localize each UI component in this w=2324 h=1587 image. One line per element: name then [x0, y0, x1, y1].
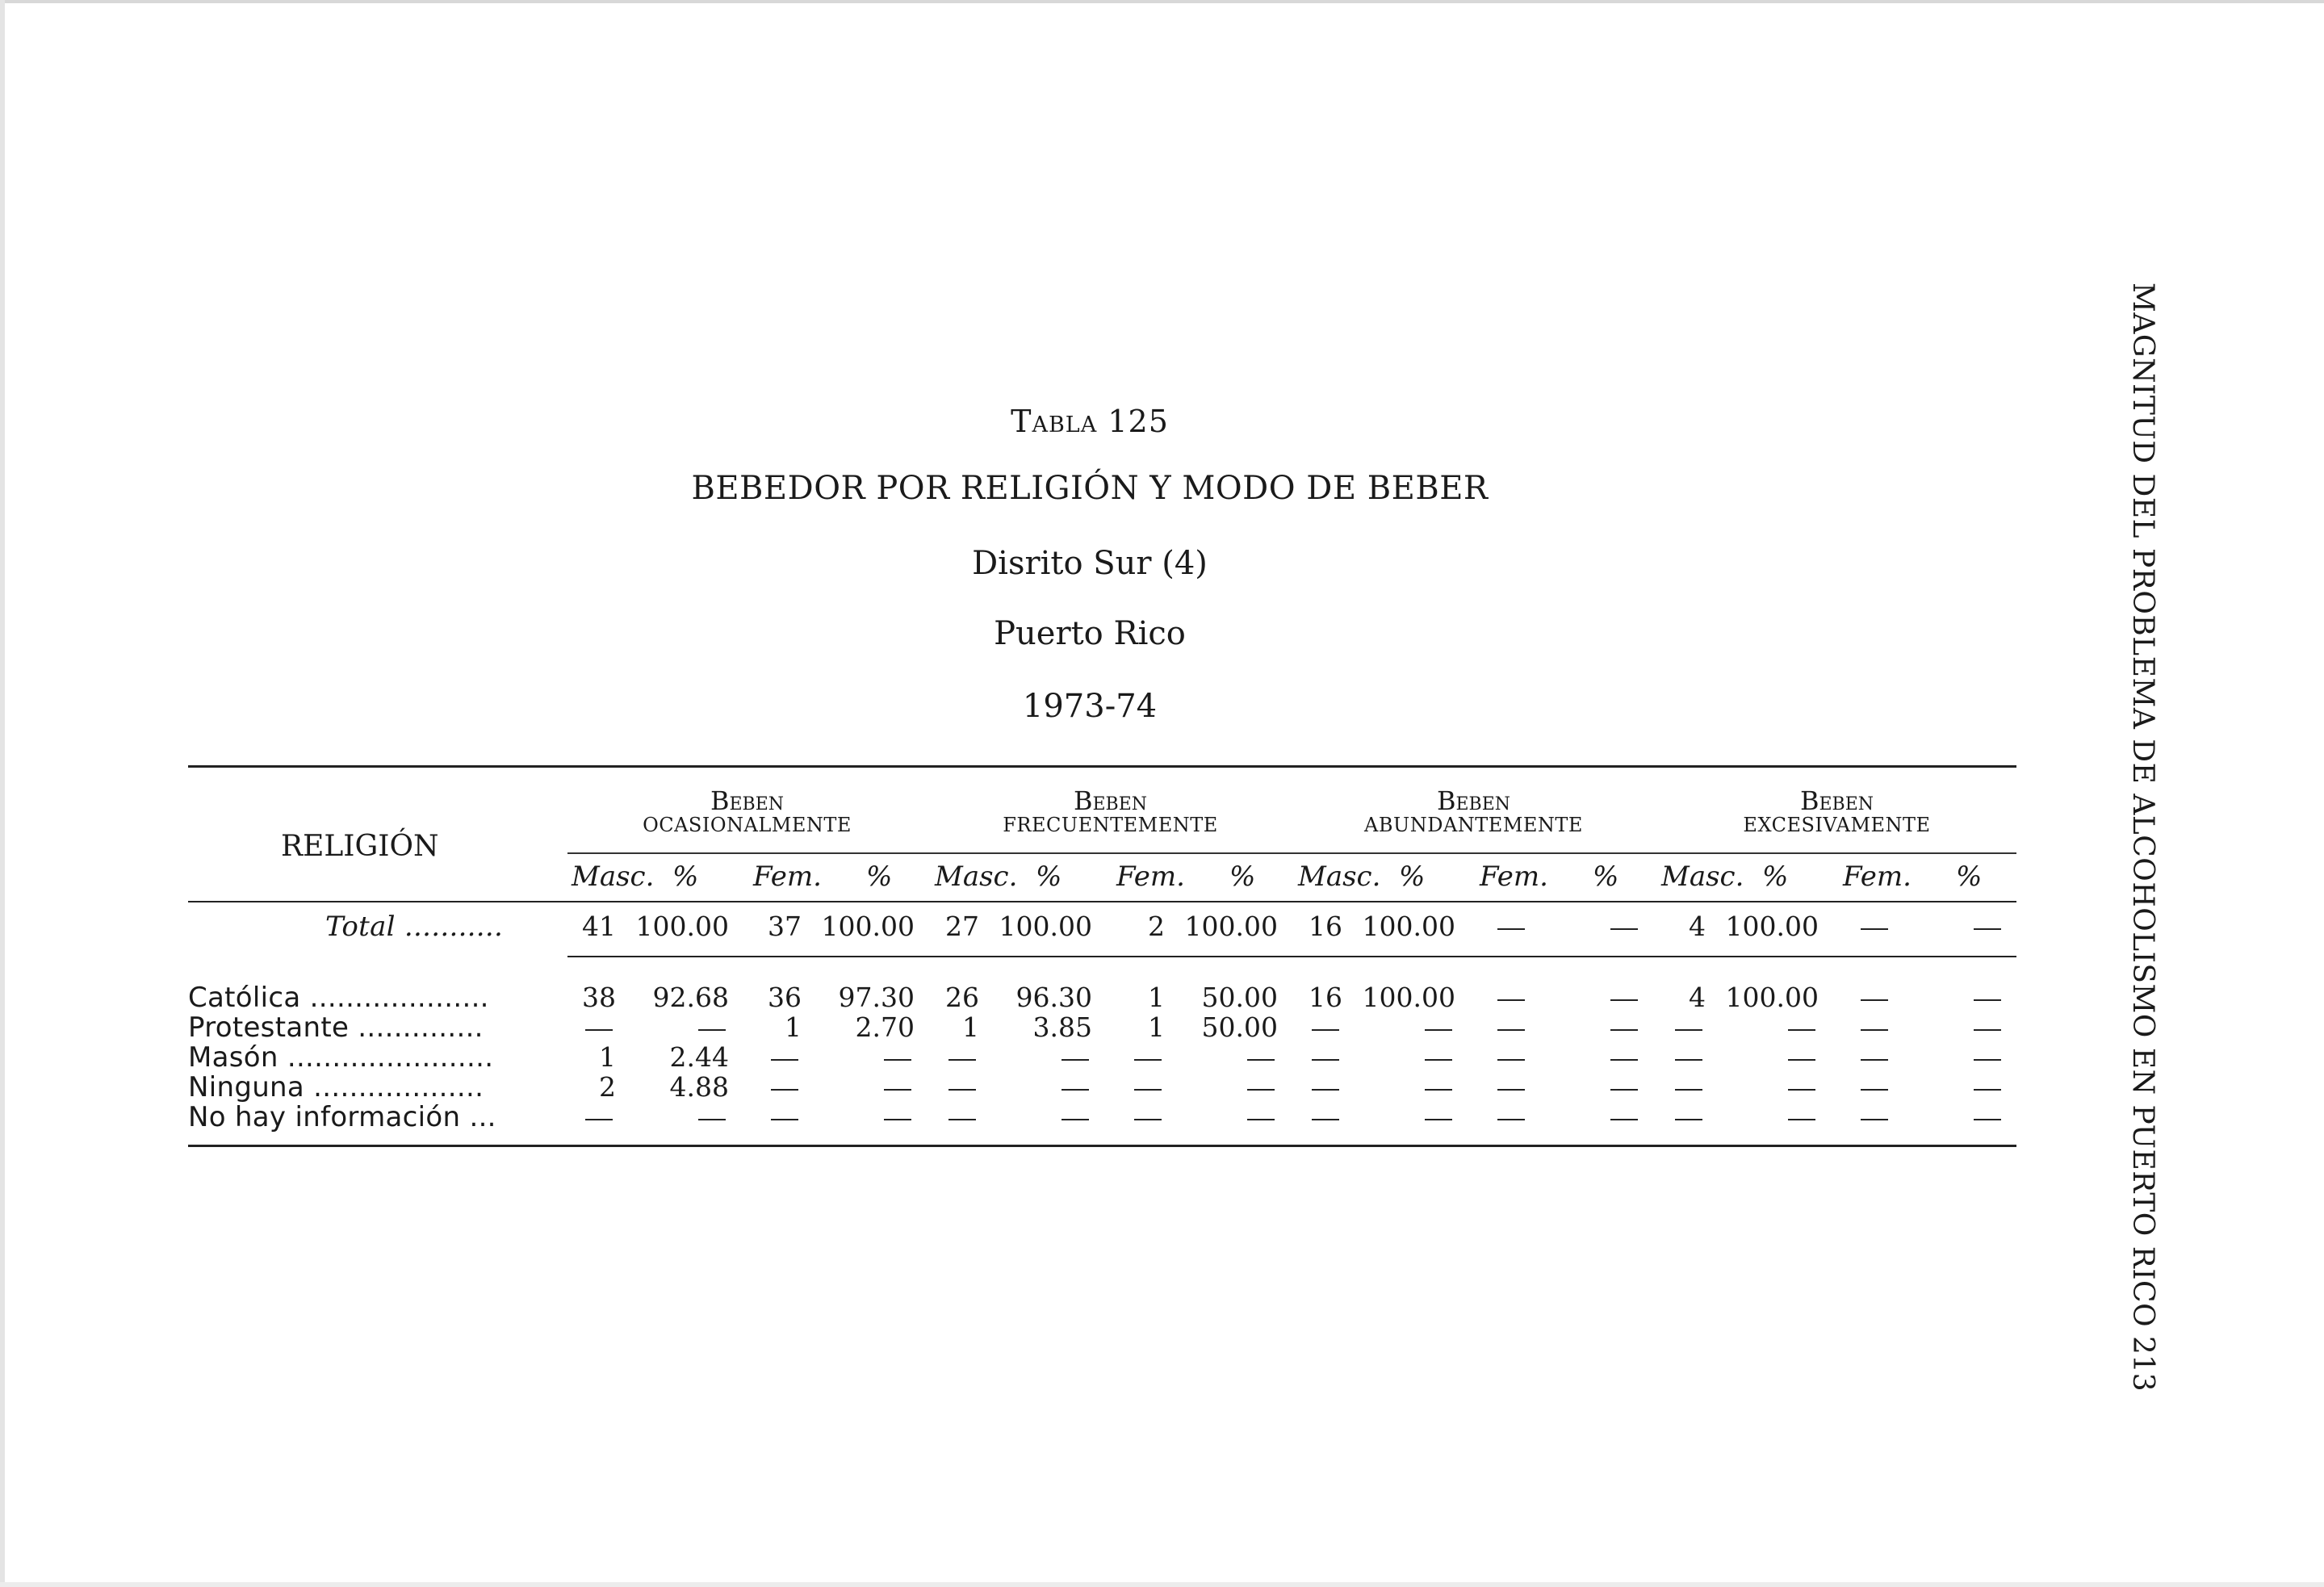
empty-cell-dash	[948, 1119, 976, 1120]
table-cell: 50.00	[1201, 982, 1278, 1013]
empty-cell-dash	[1788, 1059, 1815, 1061]
table-cell: 2	[599, 1071, 616, 1103]
row-label: Masón .......................	[188, 1041, 494, 1074]
empty-cell-dash	[1675, 1029, 1702, 1031]
table-cell: 2.70	[855, 1011, 915, 1043]
table-cell: 100.00	[1725, 911, 1819, 942]
subheader-fem: Fem.	[1116, 860, 1185, 893]
subheader-fem: Fem.	[1843, 860, 1912, 893]
empty-cell-dash	[1312, 1059, 1339, 1061]
empty-cell-dash	[1425, 1089, 1452, 1091]
row-label: No hay información ...	[188, 1101, 496, 1133]
empty-cell-dash	[1062, 1059, 1089, 1061]
table-number	[0, 404, 2180, 439]
empty-cell-dash	[1788, 1119, 1815, 1120]
empty-cell-dash	[585, 1119, 613, 1120]
empty-cell-dash	[1425, 1119, 1452, 1120]
page-edge	[0, 0, 2324, 3]
empty-cell-dash	[771, 1119, 798, 1120]
table-year: 1973-74	[1022, 688, 1158, 725]
empty-cell-dash	[1312, 1089, 1339, 1091]
group-header-line2: OCASIONALMENTE	[643, 813, 852, 836]
table-cell: 96.30	[1015, 982, 1092, 1013]
table-number-value: 125	[1108, 404, 1169, 439]
empty-cell-dash	[1861, 999, 1888, 1001]
empty-cell-dash	[1247, 1089, 1275, 1091]
empty-cell-dash	[1610, 1119, 1638, 1120]
total-rule	[567, 956, 2016, 957]
subheader-percent: %	[866, 860, 893, 893]
empty-cell-dash	[1974, 1089, 2001, 1091]
empty-cell-dash	[1134, 1119, 1162, 1120]
empty-cell-dash	[1312, 1119, 1339, 1120]
table-cell: 26	[945, 982, 979, 1013]
empty-cell-dash	[1974, 1059, 2001, 1061]
group-header-line1: Beben	[1436, 785, 1511, 816]
table-cell: 2.44	[669, 1041, 729, 1073]
subheader-percent: %	[1593, 860, 1619, 893]
table-top-rule	[188, 765, 2016, 768]
empty-cell-dash	[585, 1029, 613, 1031]
subheader-masc: Masc.	[935, 860, 1018, 893]
table-cell: 97.30	[838, 982, 915, 1013]
empty-cell-dash	[1974, 1119, 2001, 1120]
empty-cell-dash	[884, 1119, 911, 1120]
empty-cell-dash	[1861, 1029, 1888, 1031]
empty-cell-dash	[948, 1059, 976, 1061]
table-cell: 100.00	[999, 911, 1092, 942]
empty-cell-dash	[1425, 1029, 1452, 1031]
group-header	[1294, 785, 1653, 836]
table-cell: 50.00	[1201, 1011, 1278, 1043]
empty-cell-dash	[884, 1059, 911, 1061]
table-cell: 1	[1148, 1011, 1165, 1043]
empty-cell-dash	[1497, 1059, 1525, 1061]
empty-cell-dash	[1861, 928, 1888, 930]
empty-cell-dash	[771, 1089, 798, 1091]
group-underline	[1653, 852, 2016, 854]
empty-cell-dash	[1497, 928, 1525, 930]
subheader-percent: %	[1399, 860, 1426, 893]
empty-cell-dash	[1497, 1029, 1525, 1031]
group-header	[931, 785, 1290, 836]
subheader-masc: Masc.	[572, 860, 655, 893]
table-cell: 4	[1689, 911, 1706, 942]
group-header-line2: EXCESIVAMENTE	[1743, 813, 1931, 836]
subheader-fem: Fem.	[753, 860, 822, 893]
table-cell: 100.00	[821, 911, 915, 942]
religion-header: RELIGIÓN	[281, 830, 439, 863]
page-edge	[0, 0, 5, 1587]
empty-cell-dash	[884, 1089, 911, 1091]
table-cell: 38	[582, 982, 616, 1013]
empty-cell-dash	[1861, 1119, 1888, 1120]
table-cell: 100.00	[1362, 982, 1455, 1013]
empty-cell-dash	[1497, 999, 1525, 1001]
empty-cell-dash	[771, 1059, 798, 1061]
table-cell: 4.88	[669, 1071, 729, 1103]
row-label: Ninguna ...................	[188, 1071, 484, 1103]
page-edge	[0, 1582, 2324, 1587]
table-cell: 1	[1148, 982, 1165, 1013]
empty-cell-dash	[1312, 1029, 1339, 1031]
empty-cell-dash	[1610, 1089, 1638, 1091]
group-header-line2: FRECUENTEMENTE	[1003, 813, 1218, 836]
table-bottom-rule	[188, 1145, 2016, 1147]
subheader-percent: %	[1229, 860, 1256, 893]
table-cell: 41	[582, 911, 616, 942]
table-cell: 37	[768, 911, 802, 942]
table-cell: 27	[945, 911, 979, 942]
empty-cell-dash	[948, 1089, 976, 1091]
table-cell: 36	[768, 982, 802, 1013]
running-head: MAGNITUD DEL PROBLEMA DE ALCOHOLISMO EN PUERTO RICO	[2126, 283, 2159, 1328]
group-header-line1: Beben	[1073, 785, 1148, 816]
group-underline	[567, 852, 931, 854]
subheader-masc: Masc.	[1661, 860, 1744, 893]
empty-cell-dash	[1974, 999, 2001, 1001]
table-cell: 16	[1309, 982, 1342, 1013]
empty-cell-dash	[1675, 1059, 1702, 1061]
empty-cell-dash	[698, 1119, 726, 1120]
table-cell: 3.85	[1032, 1011, 1092, 1043]
group-header-line1: Beben	[1799, 785, 1874, 816]
empty-cell-dash	[1788, 1089, 1815, 1091]
empty-cell-dash	[1134, 1059, 1162, 1061]
empty-cell-dash	[1062, 1119, 1089, 1120]
subheader-percent: %	[1762, 860, 1789, 893]
empty-cell-dash	[1788, 1029, 1815, 1031]
table-cell: 100.00	[635, 911, 729, 942]
empty-cell-dash	[1675, 1089, 1702, 1091]
group-underline	[1290, 852, 1653, 854]
empty-cell-dash	[1134, 1089, 1162, 1091]
group-header-line1: Beben	[710, 785, 785, 816]
table-cell: 1	[785, 1011, 802, 1043]
table-cell: 4	[1689, 982, 1706, 1013]
total-row-label: Total ...........	[325, 911, 504, 943]
empty-cell-dash	[1497, 1089, 1525, 1091]
subheader-fem: Fem.	[1480, 860, 1548, 893]
empty-cell-dash	[1974, 928, 2001, 930]
empty-cell-dash	[1861, 1089, 1888, 1091]
table-district: Disrito Sur (4)	[972, 545, 1208, 582]
table-cell: 92.68	[652, 982, 729, 1013]
group-header	[567, 785, 927, 836]
subheader-percent: %	[1956, 860, 1983, 893]
table-cell: 100.00	[1725, 982, 1819, 1013]
table-cell: 100.00	[1362, 911, 1455, 942]
row-label: Protestante ..............	[188, 1011, 484, 1044]
table-place: Puerto Rico	[994, 615, 1186, 652]
empty-cell-dash	[1247, 1059, 1275, 1061]
table-prefix: Tabla	[1011, 404, 1098, 439]
table-cell: 100.00	[1184, 911, 1278, 942]
table-cell: 16	[1309, 911, 1342, 942]
empty-cell-dash	[1610, 1059, 1638, 1061]
table-cell: 1	[599, 1041, 616, 1073]
subheader-masc: Masc.	[1298, 860, 1381, 893]
group-header	[1657, 785, 2016, 836]
empty-cell-dash	[1974, 1029, 2001, 1031]
page-number: 213	[2126, 1336, 2159, 1392]
empty-cell-dash	[1610, 1029, 1638, 1031]
subheader-percent: %	[1036, 860, 1062, 893]
table-title: BEBEDOR POR RELIGIÓN Y MODO DE BEBER	[691, 470, 1489, 507]
empty-cell-dash	[1675, 1119, 1702, 1120]
group-underline	[927, 852, 1290, 854]
empty-cell-dash	[1247, 1119, 1275, 1120]
subheader-percent: %	[672, 860, 699, 893]
table-cell: 1	[962, 1011, 979, 1043]
empty-cell-dash	[1497, 1119, 1525, 1120]
row-label: Católica ....................	[188, 982, 489, 1014]
empty-cell-dash	[1425, 1059, 1452, 1061]
header-bottom-rule	[188, 901, 2016, 902]
table-cell: 2	[1148, 911, 1165, 942]
empty-cell-dash	[1861, 1059, 1888, 1061]
group-header-line2: ABUNDANTEMENTE	[1364, 813, 1583, 836]
empty-cell-dash	[1062, 1089, 1089, 1091]
